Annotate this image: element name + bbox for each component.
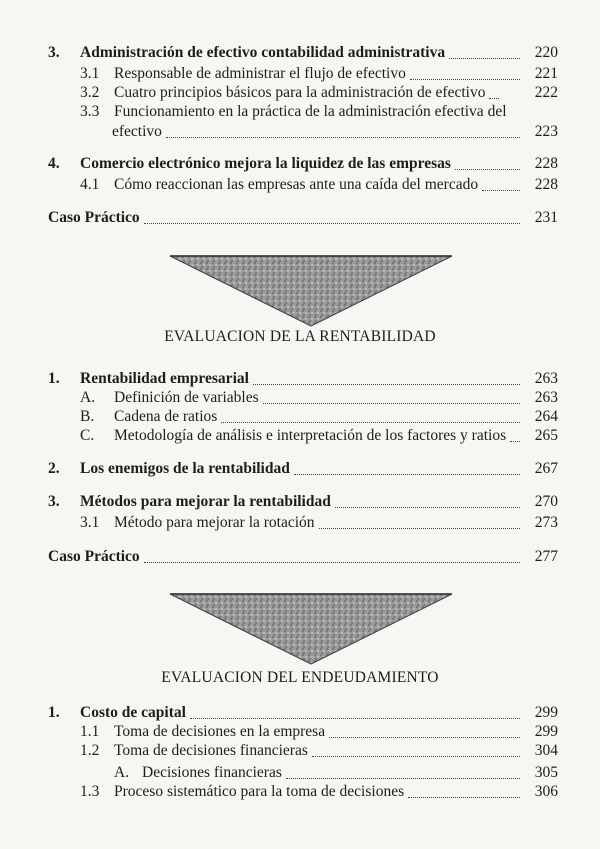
- toc-entry: 3.1 Responsable de administrar el flujo de efectivo 221: [80, 65, 558, 82]
- toc-entry: A. Decisiones financieras 305: [114, 764, 558, 781]
- toc-entry: B. Cadena de ratios 264: [80, 408, 558, 425]
- toc-entry: 2. Los enemigos de la rentabilidad 267: [48, 460, 558, 477]
- toc-entry: 4. Comercio electrónico mejora la liquidez de las empresas 228: [48, 155, 558, 172]
- toc-entry: C. Metodología de análisis e interpretación de los factores y ratios 265: [80, 427, 558, 444]
- toc-entry: 1.3 Proceso sistemático para la toma de decisiones 306: [80, 783, 558, 800]
- toc-entry: 3.3 Funcionamiento en la práctica de la administración efectiva del: [80, 103, 507, 120]
- toc-entry: 1.2 Toma de decisiones financieras 304: [80, 742, 558, 759]
- toc-entry-caso: Caso Práctico 231: [48, 209, 558, 226]
- toc-entry-caso: Caso Práctico 277: [48, 548, 558, 565]
- toc-entry: 4.1 Cómo reaccionan las empresas ante una caída del mercado 228: [80, 176, 558, 193]
- toc-entry: 3.2 Cuatro principios básicos para la administración de efectivo 222: [80, 84, 558, 101]
- chapter-banner: [170, 588, 452, 666]
- toc-entry-continuation: efectivo 223: [112, 123, 558, 140]
- toc-entry: 1. Rentabilidad empresarial 263: [48, 370, 558, 387]
- toc-entry: A. Definición de variables 263: [80, 389, 558, 406]
- chapter-heading: EVALUACION DEL ENDEUDAMIENTO: [161, 669, 439, 686]
- chapter-banner: [170, 250, 452, 328]
- toc-entry: 3. Métodos para mejorar la rentabilidad 270: [48, 493, 558, 510]
- toc-entry: 3.1 Método para mejorar la rotación 273: [80, 514, 558, 531]
- chapter-heading: EVALUACION DE LA RENTABILIDAD: [164, 328, 436, 345]
- toc-entry: 3. Administración de efectivo contabilidad administrativa 220: [48, 44, 558, 61]
- toc-entry: 1. Costo de capital 299: [48, 704, 558, 721]
- toc-entry: 1.1 Toma de decisiones en la empresa 299: [80, 723, 558, 740]
